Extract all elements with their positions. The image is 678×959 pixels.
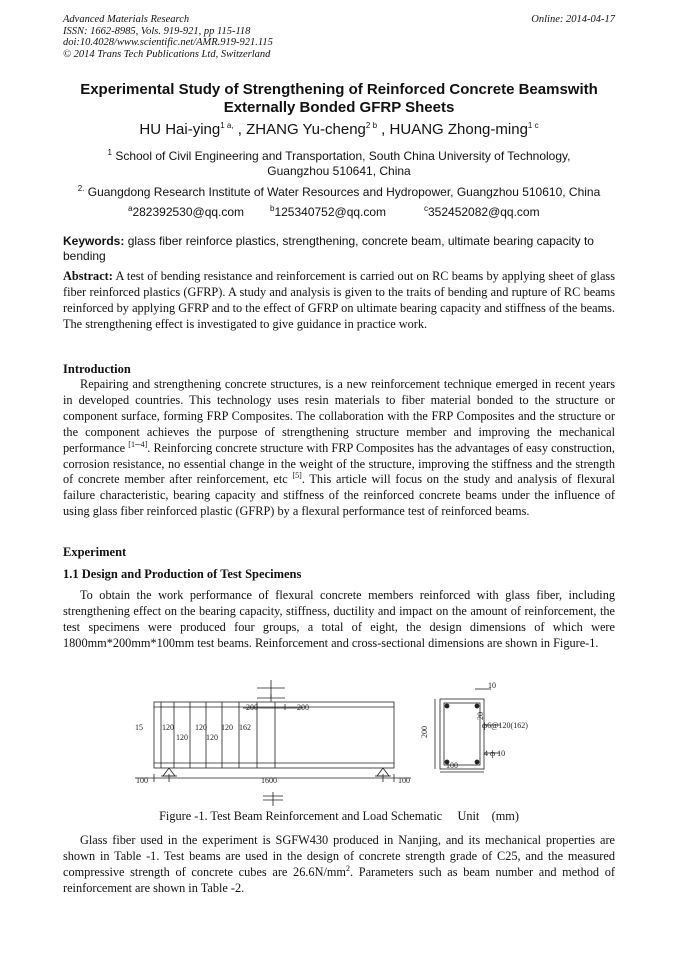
email-address: 352452082@qq.com xyxy=(428,205,540,219)
affiliation-mark: 2. xyxy=(77,184,85,193)
email-mark: a xyxy=(128,204,133,213)
email-c[interactable] xyxy=(424,205,540,219)
email-mark: c xyxy=(424,204,428,213)
keywords-text: glass fiber reinforce plastics, strengthening, concrete beam, ultimate bearing capacity to bending xyxy=(63,234,594,263)
dim-label: 100 xyxy=(446,761,458,770)
author-list xyxy=(63,121,615,138)
unit-superscript: 2 xyxy=(346,863,350,873)
dim-label: 200 xyxy=(297,703,309,712)
dim-label: 200 xyxy=(246,703,258,712)
affiliation-text: Guangdong Research Institute of Water Resources and Hydropower, Guangzhou 510610, China xyxy=(87,185,601,199)
abstract-text: A test of bending resistance and reinforcement is carried out on RC beams by applying sheet of glass fiber reinforced plastics (GFRP). A study and analysis is given to the traits of bending and rupture of RC beams reinforced by applying GFRP and to the effect of GFRP on ultimate bearing capacity and stiffness of the beams. The strengthening effect is investigated to give guidance in practice work. xyxy=(63,269,615,331)
email-address: 282392530@qq.com xyxy=(132,205,245,219)
abstract-label: Abstract: xyxy=(63,269,113,283)
dim-label: 10 xyxy=(488,681,496,690)
section-heading: Introduction xyxy=(63,362,131,376)
dim-label: 120 xyxy=(162,723,174,732)
affiliation-text-cont: Guangzhou 510641, China xyxy=(267,164,411,178)
cross-section-outline xyxy=(440,699,484,769)
author-mark: 1 c xyxy=(527,121,539,130)
author-separator: , xyxy=(233,121,247,138)
dim-label: 100 xyxy=(398,776,410,785)
dim-label: 120 xyxy=(206,733,218,742)
citation[interactable]: [5] xyxy=(292,471,302,481)
dim-label: 200 xyxy=(420,726,429,738)
author-separator: , xyxy=(377,121,390,138)
title-line-1: Experimental Study of Strengthening of Reinforced Concrete Beamswith xyxy=(80,81,598,98)
affiliation-1 xyxy=(63,149,615,179)
journal-header xyxy=(63,14,615,60)
abstract xyxy=(63,269,615,333)
dim-label: 20 xyxy=(476,712,485,720)
design-paragraph: To obtain the work performance of flexural concrete members reinforced with glass fiber, including strengthening effect on the bearing capacity, stiffness, ductility and impact on the amount of reinforcement, the test specimens were produced four groups, a total of eight, the design dimensions of which were 1800mm*200mm*100mm test beams. Reinforcement and cross-sectional dimensions are shown in Figure-1. xyxy=(63,588,615,650)
affiliation-2 xyxy=(63,185,615,200)
rebar-dot xyxy=(445,704,449,708)
citation[interactable]: [1─4] xyxy=(128,439,148,449)
copyright-line: © 2014 Trans Tech Publications Ltd, Switzerland xyxy=(63,48,271,60)
intro-paragraph xyxy=(63,377,615,520)
paper-title xyxy=(63,81,615,117)
journal-name: Advanced Materials Research xyxy=(63,14,190,25)
issn-line: ISSN: 1662-8985, Vols. 919-921, pp 115-118 xyxy=(63,25,251,37)
subsection-heading: 1.1 Design and Production of Test Specimens xyxy=(63,567,302,581)
author-name: ZHANG Yu-cheng xyxy=(246,121,366,138)
keywords-label: Keywords: xyxy=(63,234,125,248)
dim-label: 120 xyxy=(195,723,207,732)
cross-section-stirrup xyxy=(444,703,480,765)
author-name: HU Hai-ying xyxy=(139,121,221,138)
figure-caption: Figure -1. Test Beam Reinforcement and Load Schematic Unit (mm) xyxy=(159,809,519,823)
author-mark: 1 a, xyxy=(220,121,234,130)
dim-label: 1600 xyxy=(261,776,277,785)
online-date: Online: 2014-04-17 xyxy=(531,14,615,25)
email-a[interactable] xyxy=(128,205,244,219)
doi-line: doi:10.4028/www.scientific.net/AMR.919-921.115 xyxy=(63,37,273,48)
rebar-dot xyxy=(475,704,479,708)
dim-label: 15 xyxy=(135,723,143,732)
dim-label: 162 xyxy=(239,723,251,732)
keywords xyxy=(63,234,615,263)
intro-text: . Reinforcing concrete structure with FRP Composites has the advantages of easy construction, corrosion resistance, no essential change in the weight of the structure, improving the stiffness and the strength of concrete member after reinforcement, etc xyxy=(63,440,616,487)
dim-label: 120 xyxy=(221,723,233,732)
material-text: . Parameters such as beam number and method of reinforcement are shown in Table -2. xyxy=(63,864,615,895)
affiliation-mark: 1 xyxy=(107,148,112,157)
load-marker xyxy=(257,680,285,702)
affiliation-text: School of Civil Engineering and Transportation, South China University of Technology, xyxy=(115,149,571,163)
intro-text: Repairing and strengthening concrete structures, is a new reinforcement technique emerged in recent years in developed countries. This technology uses resin materials to fiber material bonded to the structure or component surface, forming FRP Composites. The collaboration with the FRP Composites and the structure or the component achieves the purpose of strengthening structure member and improving the mechanical performance xyxy=(63,377,615,455)
rebar-dot xyxy=(475,760,479,764)
bars-label: 4 ф 10 xyxy=(484,749,506,758)
dim-label: 100 xyxy=(136,776,148,785)
material-paragraph xyxy=(63,833,615,897)
title-line-2: Externally Bonded GFRP Sheets xyxy=(223,99,455,116)
email-mark: b xyxy=(270,204,275,213)
section-heading: Experiment xyxy=(63,545,127,559)
email-b[interactable] xyxy=(270,205,386,219)
author-mark: 2 b xyxy=(365,121,378,130)
beam-figure xyxy=(63,680,615,806)
dim-label: 120 xyxy=(176,733,188,742)
author-name: HUANG Zhong-ming xyxy=(389,121,528,138)
intro-text: . This article will focus on the study and analysis of flexural failure characteristic, bearing capacity and stiffness of the reinforced concrete beams under the influence of using glass fiber reinforced plastic (GFRP) by a flexural performance test of reinforced beams. xyxy=(63,472,615,519)
stirrup-label: ф6@120(162) xyxy=(482,721,528,730)
material-text: Glass fiber used in the experiment is SGFW430 produced in Nanjing, and its mechanical properties are shown in Table -1. Test beams are used in the design of concrete strength grade of C25, and the measured compressive strength of concrete cubes are 26.6N/mm xyxy=(63,833,615,879)
email-address: 125340752@qq.com xyxy=(274,205,387,219)
